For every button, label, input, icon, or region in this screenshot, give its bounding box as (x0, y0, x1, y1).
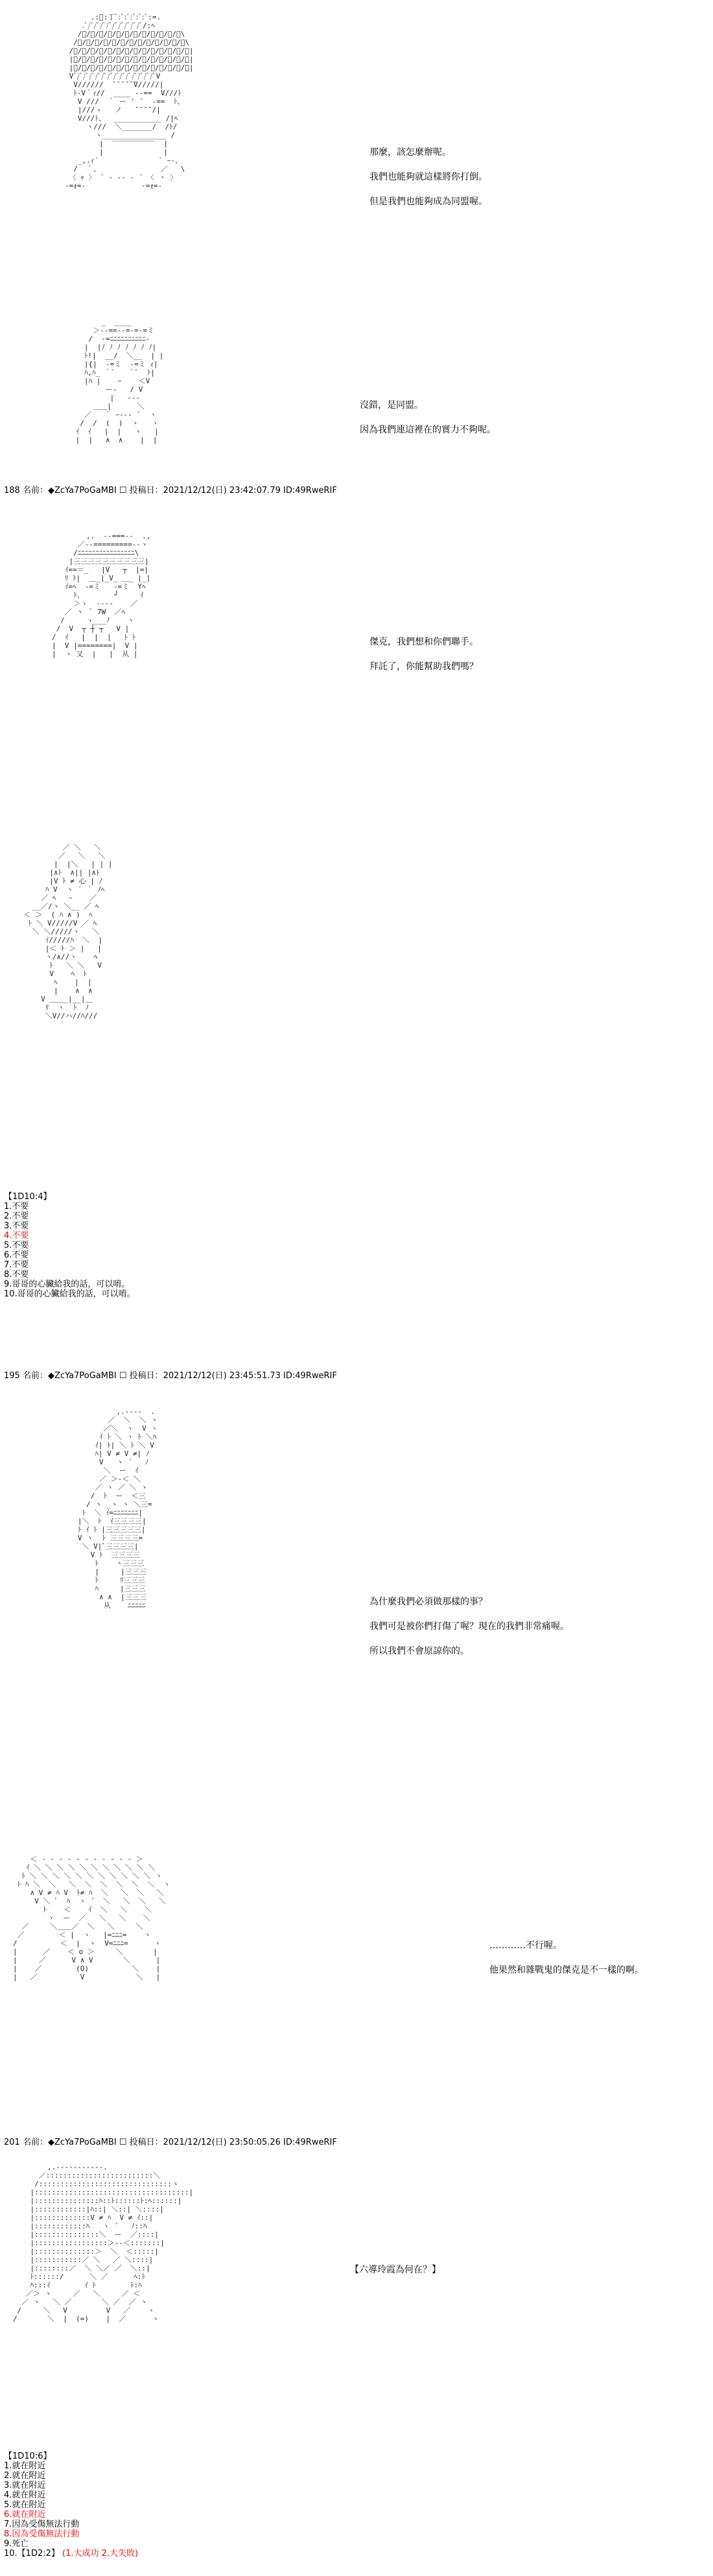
ascii-art-line: |＜ ﾄ ＞ | | (19, 944, 102, 953)
ascii-art-line: ﾍ | | (19, 978, 92, 986)
panel-2 (0, 305, 713, 480)
dice-option: 8.不要 (4, 1270, 29, 1280)
ascii-art-line: -=ｫ=- -=ｫ=- (65, 182, 163, 190)
ascii-art-line: / ＼ | (=) | ／ ヽ (13, 2315, 159, 2323)
dice-option: 9.哥哥的心臟給我的話，可以唷。 (4, 1280, 130, 1289)
ascii-art-line: V ﾄ 三三三三 (65, 1551, 140, 1559)
ascii-art-line: / V ┬ ┼ ┬ V | (52, 625, 130, 633)
ascii-art-line: ＜ ‐ ‐ ‐ ‐ ‐ ‐ ‐ ‐ ‐ ‐ ‐ ＞ (13, 1855, 143, 1863)
panel-5 (0, 1394, 713, 1764)
ascii-art-line: 〈 ｬ 〉 ´ ‐ -- ‐ ´ 〈 ヽ 〉 (65, 173, 178, 182)
ascii-art-line: |＼ ﾄ ｲ三三三三| (65, 1517, 146, 1525)
ascii-art-line: /ﾆﾆﾆﾆﾆﾆﾆﾆﾆﾆﾆﾆﾆﾆﾆﾆ\ (52, 549, 139, 557)
ascii-art-line: ／ ＼＿＿／ ＼ ＼ ＼ (13, 1922, 143, 1931)
dialog-1 (369, 146, 487, 220)
panel-3 (0, 512, 713, 824)
dice-option: 1.不要 (4, 1202, 29, 1211)
ascii-art-line: / ‐=ﾆﾆﾆﾆﾆﾆﾆﾆﾆﾆ- (71, 335, 150, 343)
ascii-art-line: | |＼ | | | (19, 860, 113, 868)
ascii-art-4 (19, 843, 112, 1020)
dice-option: 9.死亡 (4, 2539, 29, 2549)
ascii-art-line: Vﾞ/ﾞ/ﾞ/ﾞ/ﾞ/ﾞ/ﾞ/ﾞ/ﾞ/ﾞ/ﾞ/ﾞ/ﾞ/ﾞV (65, 72, 161, 80)
dialog-line: 我們也能夠就這樣將你打倒。 (369, 172, 487, 182)
ascii-art-line: |::::::::::::::＞ ＼ ＜:::::| (13, 2247, 159, 2256)
dialog-line: 傑克，我們想和你們聯手。 (369, 637, 478, 647)
ascii-art-line: V///ﾄ、 ___________ /|ﾍ (65, 114, 178, 123)
ascii-art-line: ／ ｀ ｰ--- ´ ヽ (71, 411, 157, 419)
ascii-art-line: ／＼ ヽ V ヽ (65, 1424, 158, 1433)
ascii-art-line: ｲ=ﾍ ‐=ミ ‐=ミ Yﾍ (52, 582, 146, 591)
dialog-line: 因為我們連這裡在的實力不夠呢。 (360, 425, 496, 435)
ascii-art-line: |::::::::／ ＼ ＼／ ／ ＼::| (13, 2264, 150, 2272)
ascii-art-line: ﾄ、 ┘ ｲ (52, 591, 144, 599)
ascii-art-line: ﾄ ＼ ｲ=ﾆﾆﾆﾆﾆﾆﾆ| (65, 1509, 143, 1517)
dice-title: 【1D10:4】 (4, 1192, 52, 1202)
dice-option: 7.不要 (4, 1260, 29, 1270)
ascii-art-line: |:::::::::::::::＼ ー ／::::| (13, 2230, 159, 2239)
dice-option: 5.不要 (4, 1241, 29, 1250)
ascii-art-line: / ゝ___ﾉ ヽ (52, 616, 134, 625)
ascii-art-line: | --- (71, 394, 140, 402)
dice-option: 4.就在附近 (4, 2490, 46, 2500)
ascii-art-line: ＿＿| ＼ (71, 402, 145, 411)
ascii-art-line: _ ____ (71, 318, 132, 326)
ascii-art-line: ＼ ＼/////ヽ ＼ (19, 927, 100, 936)
ascii-art-line: |::::::::::::|ﾊ::| ＼::| ＼::::| (13, 2205, 164, 2213)
ascii-art-line: ヽ/∧//ヽ ﾍ (19, 953, 98, 961)
dialog-line: 但是我們也能夠成為同盟喔。 (369, 197, 487, 207)
ascii-art-line: ヽ ー ／ ＼ ＼ ＼ (13, 1914, 150, 1922)
dialog-line: 【六導玲霞為何在？】 (350, 2265, 441, 2275)
ascii-art-line: / / ( ) ヽ ヽ (71, 419, 159, 427)
ascii-art-line: |:::::::::::／ ＼ ／ ＼::::| (13, 2256, 154, 2264)
ascii-art-line: ／ ヽ ＼ ／ ＼ ／ ／ ヽ (13, 2298, 148, 2306)
ascii-art-7 (13, 2163, 193, 2323)
dialog-5 (369, 1595, 569, 1669)
ascii-art-line: | ／ ＜ o ＞ ＼ | (13, 1948, 158, 1956)
dice-option-selected: 4.不要 (4, 1231, 29, 1241)
dialog-7 (350, 2263, 441, 2288)
ascii-art-line: ＼V//ハ//ﾊ/// (19, 1012, 98, 1020)
ascii-art-line: / ｲ | | | ﾄ ﾄ (52, 633, 136, 641)
ascii-art-line: ﾄ!| __/ ＼__ | | (71, 352, 164, 360)
ascii-art-5 (65, 1407, 158, 1610)
panel-4 (0, 837, 713, 1148)
ascii-art-line: |V ﾄ ≠ 心 | ﾉ (19, 877, 102, 885)
ascii-art-line: | ／ V ∧ V ＼ | (13, 1956, 161, 1964)
ascii-art-line: ∧ V ≠ ﾊ V ﾄ≠ ﾊ ＼ ＼ ＼ ＼ (13, 1889, 164, 1897)
dice-option: 7.因為受傷無法行動 (4, 2520, 80, 2529)
dice-option: 6.不要 (4, 1250, 29, 1260)
ascii-art-line: ＞-‐==‐‐=-=-=ミ (71, 326, 154, 335)
ascii-art-line: ﾄ ｲ ﾄ |三三三三三| (65, 1525, 146, 1534)
ascii-art-line: V ＼ ﾞ ﾊ ヽ ´ ＼ ＼ ＼ ＼ (13, 1897, 166, 1905)
ascii-art-line: /ﾞ/ﾞ/ﾞ/ﾞ/ﾞ/ﾞ/ﾞ/ﾞ/ﾞ/ﾞ/ﾞ/ﾞ\ (65, 30, 185, 38)
ascii-art-line: ＜ ＞ ( ﾊ ∧ ) ﾍ (19, 911, 93, 919)
dice-option-prefix: 10.【1D2:2】 (4, 2549, 60, 2558)
dice-option: 2.不要 (4, 1211, 29, 1221)
dialog-line: 所以我們不會原諒你的。 (369, 1646, 469, 1656)
ascii-art-line: ﾄ ＼ ＼ ＼ ＼ ＼ ＼ ＼ ＼ ＼ ＼ ＼ ヽ (13, 1872, 163, 1880)
ascii-art-line: ／ ﾍ ｰ ／ (19, 894, 97, 902)
ascii-art-line: ｲ ＼ ＼ ＼ ＼ ＼ ＼ ＼ ＼ ＼ ＼ ＼ (13, 1863, 156, 1872)
ascii-art-line: ﾊ| V ≠ V ≠| ﾉ (65, 1449, 150, 1458)
ascii-art-line: _,.ｨ´ ` ｰ-、 (65, 156, 182, 165)
dice-option: 1.就在附近 (4, 2461, 46, 2471)
ascii-art-line: ／＞ ヽ ／ ＼ ／ ＜ (13, 2289, 141, 2298)
ascii-art-line: |ﾞ/ﾞ/ﾞ/ﾞ/ﾞ/ﾞ/ﾞ/ﾞ/ﾞ/ﾞ/ﾞ/ﾞ/ﾞ/ﾞ| (65, 64, 194, 72)
ascii-art-line: ＼ ー ｲ (65, 1466, 139, 1475)
ascii-art-line: |∧ﾄ ∧|| |∧ﾄ (19, 868, 100, 877)
dice-option-note: (1.大成功 2.大失敗) (62, 2549, 139, 2558)
dialog-3 (369, 636, 478, 685)
dice-option: 5.就在附近 (4, 2500, 46, 2510)
ascii-art-line: /ﾞ/ﾞ/ﾞ/ﾞ/ﾞ/ﾞ/ﾞ/ﾞ/ﾞ/ﾞ/ﾞ/ﾞ/ﾞ\ (65, 38, 190, 47)
ascii-art-line: ／ ＼ ＼ (19, 843, 101, 852)
ascii-art-line: ｲ ｲ | | ヽ | (71, 427, 159, 436)
ascii-art-line: ﾘ ヽ ﾄ ﾉ (19, 1003, 89, 1012)
ascii-art-line: /ﾞ/ﾞ/ﾞ/ﾞ/ﾞ/ﾞ/ﾞ/ﾞ/ﾞ/ﾞ/ﾞ/ﾞ/ﾞ/ﾞ| (65, 47, 194, 55)
dice-title: 【1D10:6】 (4, 2451, 52, 2461)
ascii-art-line: / ＼ V V ／ ヽ (13, 2306, 155, 2315)
ascii-art-line: V ヽ ´ ﾉ (65, 1458, 149, 1466)
ascii-art-line: ／-‐=========‐-ヽ (52, 540, 148, 549)
ascii-art-line: | ヽ 又 | | 从 | (52, 650, 138, 658)
ascii-art-line: ,.-‐‐‐‐‐‐‐‐‐-. (13, 2163, 108, 2171)
ascii-art-2 (71, 318, 163, 444)
ascii-art-line: ヽ_______________ / (65, 131, 175, 139)
ascii-art-line: V ヽ ﾄ 三三三三= (65, 1534, 143, 1542)
dice-result-1 (4, 1192, 135, 1299)
dialog-line: 為什麼我們必須做那樣的事？ (369, 1597, 487, 1607)
ascii-art-line: | V |========| V | (52, 641, 138, 650)
dialog-line: 他果然和雜戰鬼的傑克是不一樣的啊。 (489, 1965, 644, 1975)
ascii-art-line: ﾄ::::::/ ＼ ／ ﾍ:ﾄ (13, 2272, 146, 2281)
ascii-art-line: ﾊ:::ｲ ｲ ﾄ ﾄ:ﾊ (13, 2281, 142, 2289)
ascii-art-line: ﾄ ＼ ＼ V (19, 961, 102, 970)
dice-option-selected: 8.因為受傷無法行動 (4, 2529, 80, 2539)
ascii-art-line: / ﾄ ー ＜三 (65, 1492, 146, 1500)
ascii-art-line: ヽ/// ＼_______/ /ﾄ/ (65, 123, 178, 131)
dice-option (4, 2549, 138, 2558)
ascii-art-line: | | (65, 148, 168, 156)
ascii-art-line: ／ ＜ | ヽ |=ﾆﾆﾆ= ヽ (13, 1931, 151, 1939)
post-header-201: 201 名前：◆ZcYa7PoGaMBI ☐ 投稿日：2021/12/12(日) 23:50:05.26 ID:49RweRIF (4, 2138, 337, 2147)
ascii-art-line: ｲ==＝_ |V ┬ |=| (52, 566, 148, 574)
ascii-art-line: ＞ゝ ‐‐‐‐ ／ (52, 599, 138, 608)
ascii-art-line: ／ ＼ ＼ (19, 852, 106, 860)
ascii-art-3 (52, 532, 150, 658)
ascii-art-line: ﾘ ﾄ| ＿_|_V_ ＿_ |_| (52, 574, 151, 582)
ascii-art-line: |:::::::::::::::::＞--＜:::::::| (13, 2239, 165, 2247)
ascii-art-line: ﾄ ＜ ｲ ＼ ＼ ＼ (13, 1905, 152, 1914)
ascii-art-line: 从 ﾆﾆﾆﾆﾆ (65, 1601, 146, 1610)
ascii-art-line: V ﾍ ﾄ (19, 970, 87, 978)
ascii-art-line: ／ ヽ ／ ＼ ヽ (65, 1483, 148, 1492)
ascii-art-line: / ヽ _ヽ ヽ ＼三= (65, 1500, 152, 1509)
ascii-art-line: | ∧ ∧ (19, 986, 93, 995)
dialog-line: 我們可是被你們打傷了喔？現在的我們非常痛喔。 (369, 1621, 569, 1632)
dice-result-2 (4, 2451, 138, 2558)
ascii-art-line: | ／ V ＼ | (13, 1973, 161, 1981)
panel-7 (0, 2156, 713, 2413)
ascii-art-6 (13, 1855, 170, 1981)
ascii-art-line: ／ ＼ ＼ ヽ (65, 1416, 158, 1424)
ascii-art-line: ／ ヽ ﾞ 7W ／ﾍ (52, 608, 126, 616)
ascii-art-line: V /// ｀ ー ' ´ ‐== ﾄ、 (65, 97, 185, 106)
ascii-art-line: ∧ ∧ |三三三 (65, 1593, 146, 1601)
ascii-art-line: __／/ヽ ＼__ ／ ﾍ (19, 902, 99, 911)
ascii-art-line: /:::::::::::::::::::::::::::::::ヽ (13, 2180, 180, 2188)
dialog-line: 拜託了，你能幫助我們嗎？ (369, 662, 478, 672)
ascii-art-line: | |ﾉ ﾉ ﾉ ﾉ ﾉ ﾉ ﾉ| (71, 343, 157, 352)
dice-option: 10.哥哥的心臟給我的話，可以唷。 (4, 1289, 135, 1299)
panel-1 (0, 0, 713, 305)
ascii-art-line: |:::::::::::::::ﾊ::ﾄ::::::ﾄ:ﾍ::::::| (13, 2197, 182, 2205)
ascii-art-line: V////// ̄ ̄ ̄ ̄ ̄ ̄V/////| (65, 80, 164, 89)
ascii-art-line: ﾄ ﾊ ＼ ＼ ＼ ＼ ＼ ＼ ＼ ＼ ヽ (13, 1880, 170, 1889)
ascii-art-line: V ＿＿_|__|＿ (19, 995, 93, 1003)
dice-option: 3.不要 (4, 1221, 29, 1231)
ascii-art-line: |{| ‐=ミ ‐=ミ ｨ| (71, 360, 158, 368)
ascii-art-line: ／ ＞-＜ ＼ (65, 1475, 141, 1483)
ascii-art-line: |三三三三三三三三三三| (52, 557, 149, 566)
dialog-line: 那麼，該怎麼辦呢。 (369, 147, 451, 158)
ascii-art-line: ﾄ ﾘ三三三 (65, 1576, 145, 1584)
ascii-art-line: ＼ V|ﾞ三三三三| (65, 1542, 139, 1551)
ascii-art-line: |:::::::::::::V ≠ ﾊ V ≠ ｲ::| (13, 2213, 154, 2222)
ascii-art-line: ﾄ-V｀ｨ// ____ -‐== V///ﾄ (65, 89, 181, 97)
ascii-art-line: .ﾞ/ﾞ/ﾞ/ﾞ/ﾞ/ﾞ/ﾞ/ﾞ/ﾞ/ﾞ/:ﾍ (65, 21, 155, 30)
panel-6 (0, 1835, 713, 2121)
ascii-art-line: |::::::::::::ﾊ ヽ ´ ﾉ::ﾊ (13, 2222, 147, 2230)
ascii-art-line: ー‐ / V (71, 385, 143, 394)
ascii-art-line: | |三三三 (65, 1568, 146, 1576)
dialog-line: 沒錯，是同盟。 (360, 400, 423, 411)
ascii-art-line: |::::::::::::::::::::::::::::::::::::| (13, 2188, 194, 2197)
dialog-line: …………不行喔。 (489, 1940, 562, 1951)
ascii-art-line: / ｀、 ／ \ (65, 165, 185, 173)
ascii-art-line: ｲ/////ﾊ ＼ | (19, 936, 102, 944)
ascii-art-line: / ＜ | ヽ V=ﾆﾆﾆ= ヽ (13, 1939, 161, 1948)
dialog-2 (360, 399, 496, 448)
ascii-art-line: | ‾‾‾‾‾‾‾‾‾‾ | (65, 139, 168, 148)
ascii-art-line: ﾄ ＼ V/////V ／ ﾍ (19, 919, 97, 927)
ascii-art-line: | ／ (O) ＼ | (13, 1964, 161, 1973)
dice-option: 2.就在附近 (4, 2471, 46, 2481)
post-header-188: 188 名前：◆ZcYa7PoGaMBI ☐ 投稿日：2021/12/12(日) 23:42:07.79 ID:49RweRIF (4, 486, 337, 495)
ascii-art-line: ／:::::::::::::::::::::::::＼ (13, 2171, 161, 2180)
post-header-195: 195 名前：◆ZcYa7PoGaMBI ☐ 投稿日：2021/12/12(日) 23:45:51.73 ID:49RweRIF (4, 1371, 337, 1381)
dice-option: 3.就在附近 (4, 2481, 46, 2490)
ascii-art-line: |ﾊ | ｰ ＜V (71, 377, 150, 385)
ascii-art-line: ﾊ,ﾊ_ ｀ﾞ ｀ﾞ ﾄ| (71, 368, 155, 377)
ascii-art-line: ﾄ ヽ三三三 (65, 1559, 145, 1568)
dice-option-selected: 6.就在附近 (4, 2510, 46, 2520)
ascii-art-line: |ﾞ/ﾞ/ﾞ/ﾞ/ﾞ/ﾞ/ﾞ/ﾞ/ﾞ/ﾞ/ﾞ/ﾞ/ﾞ/ﾞ| (65, 55, 194, 64)
ascii-art-line: ｲ| ﾄ| ＼ ﾄ ＼ V (65, 1441, 154, 1449)
ascii-art-line: ,. -‐===‐- ., (52, 532, 151, 540)
ascii-art-1 (65, 13, 194, 190)
ascii-art-line: ﾊ V ヽ ´ ｀ ﾉﾍ (19, 885, 105, 894)
ascii-art-line: .:ﾞ:丁ﾞ:ﾟ:ﾞ:ﾞ:ﾞ:ﾞ:=. (65, 13, 161, 21)
ascii-art-line: |///ゝ ノ ̄ ̄ ̄ ̄ /| (65, 106, 161, 114)
dialog-6 (489, 1939, 644, 1988)
ascii-art-line: ,.-‐‐- . (65, 1407, 156, 1416)
ascii-art-line: ﾊ |三三三 (65, 1584, 146, 1593)
ascii-art-line: | | ∧ ∧ | | (71, 436, 158, 444)
ascii-art-line: ｲ ﾄ ＼ ヽ ﾄ ＼ﾊ (65, 1433, 157, 1441)
